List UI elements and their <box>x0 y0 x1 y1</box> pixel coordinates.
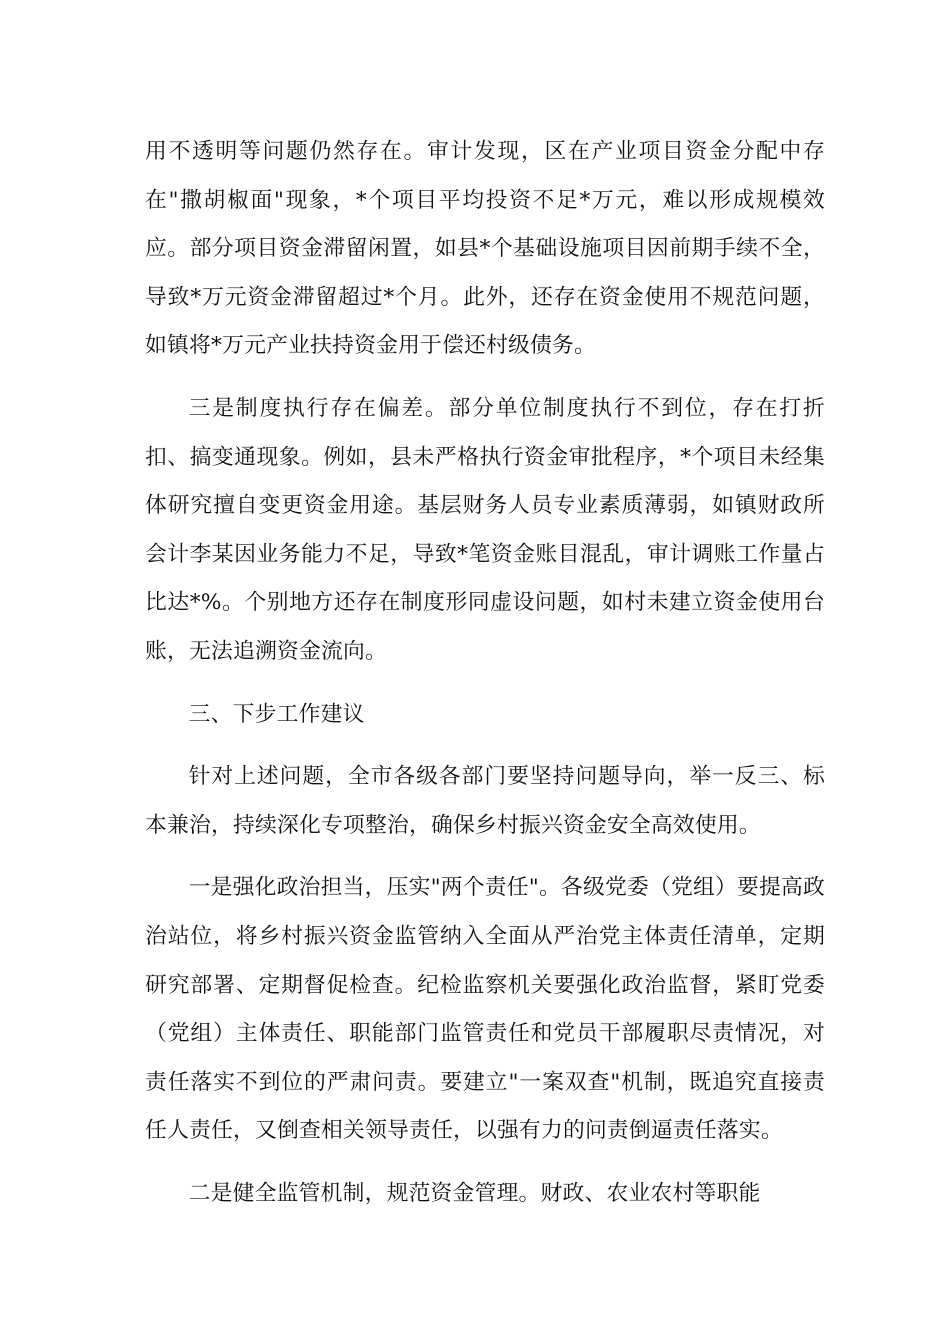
paragraph-political-responsibility: 一是强化政治担当，压实"两个责任"。各级党委（党组）要提高政治站位，将乡村振兴资金监管纳入全面从严治党主体责任清单，定期研究部署、定期督促检查。纪检监察机关要强化政治监督，紧盯党委（党组）主体责任、职能部门监管责任和党员干部履职尽责情况，对责任落实不到位的严肃问责。要建立"一案双查"机制，既追究直接责任人责任，又倒查相关领导责任，以强有力的问责倒逼责任落实。 <box>145 875 825 1144</box>
paragraph-supervision-mechanism: 二是健全监管机制，规范资金管理。财政、农业农村等职能 <box>188 1180 761 1206</box>
paragraph-overview: 针对上述问题，全市各级各部门要坚持问题导向，举一反三、标本兼治，持续深化专项整治，确保乡村振兴资金安全高效使用。 <box>145 764 825 838</box>
section-heading-next-steps: 三、下步工作建议 <box>188 701 365 727</box>
paragraph-continued: 用不透明等问题仍然存在。审计发现，区在产业项目资金分配中存在"撒胡椒面"现象，*个项目平均投资不足*万元，难以形成规模效应。部分项目资金滞留闲置，如县*个基础设施项目因前期手续不全，导致*万元资金滞留超过*个月。此外，还存在资金使用不规范问题，如镇将*万元产业扶持资金用于偿还村级债务。 <box>145 139 825 359</box>
paragraph-institution-execution: 三是制度执行存在偏差。部分单位制度执行不到位，存在打折扣、搞变通现象。例如，县未严格执行资金审批程序，*个项目未经集体研究擅自变更资金用途。基层财务人员专业素质薄弱，如镇财政所会计李某因业务能力不足，导致*笔资金账目混乱，审计调账工作量占比达*%。个别地方还存在制度形同虚设问题，如村未建立资金使用台账，无法追溯资金流向。 <box>145 395 825 664</box>
document-body <box>145 128 825 1218</box>
